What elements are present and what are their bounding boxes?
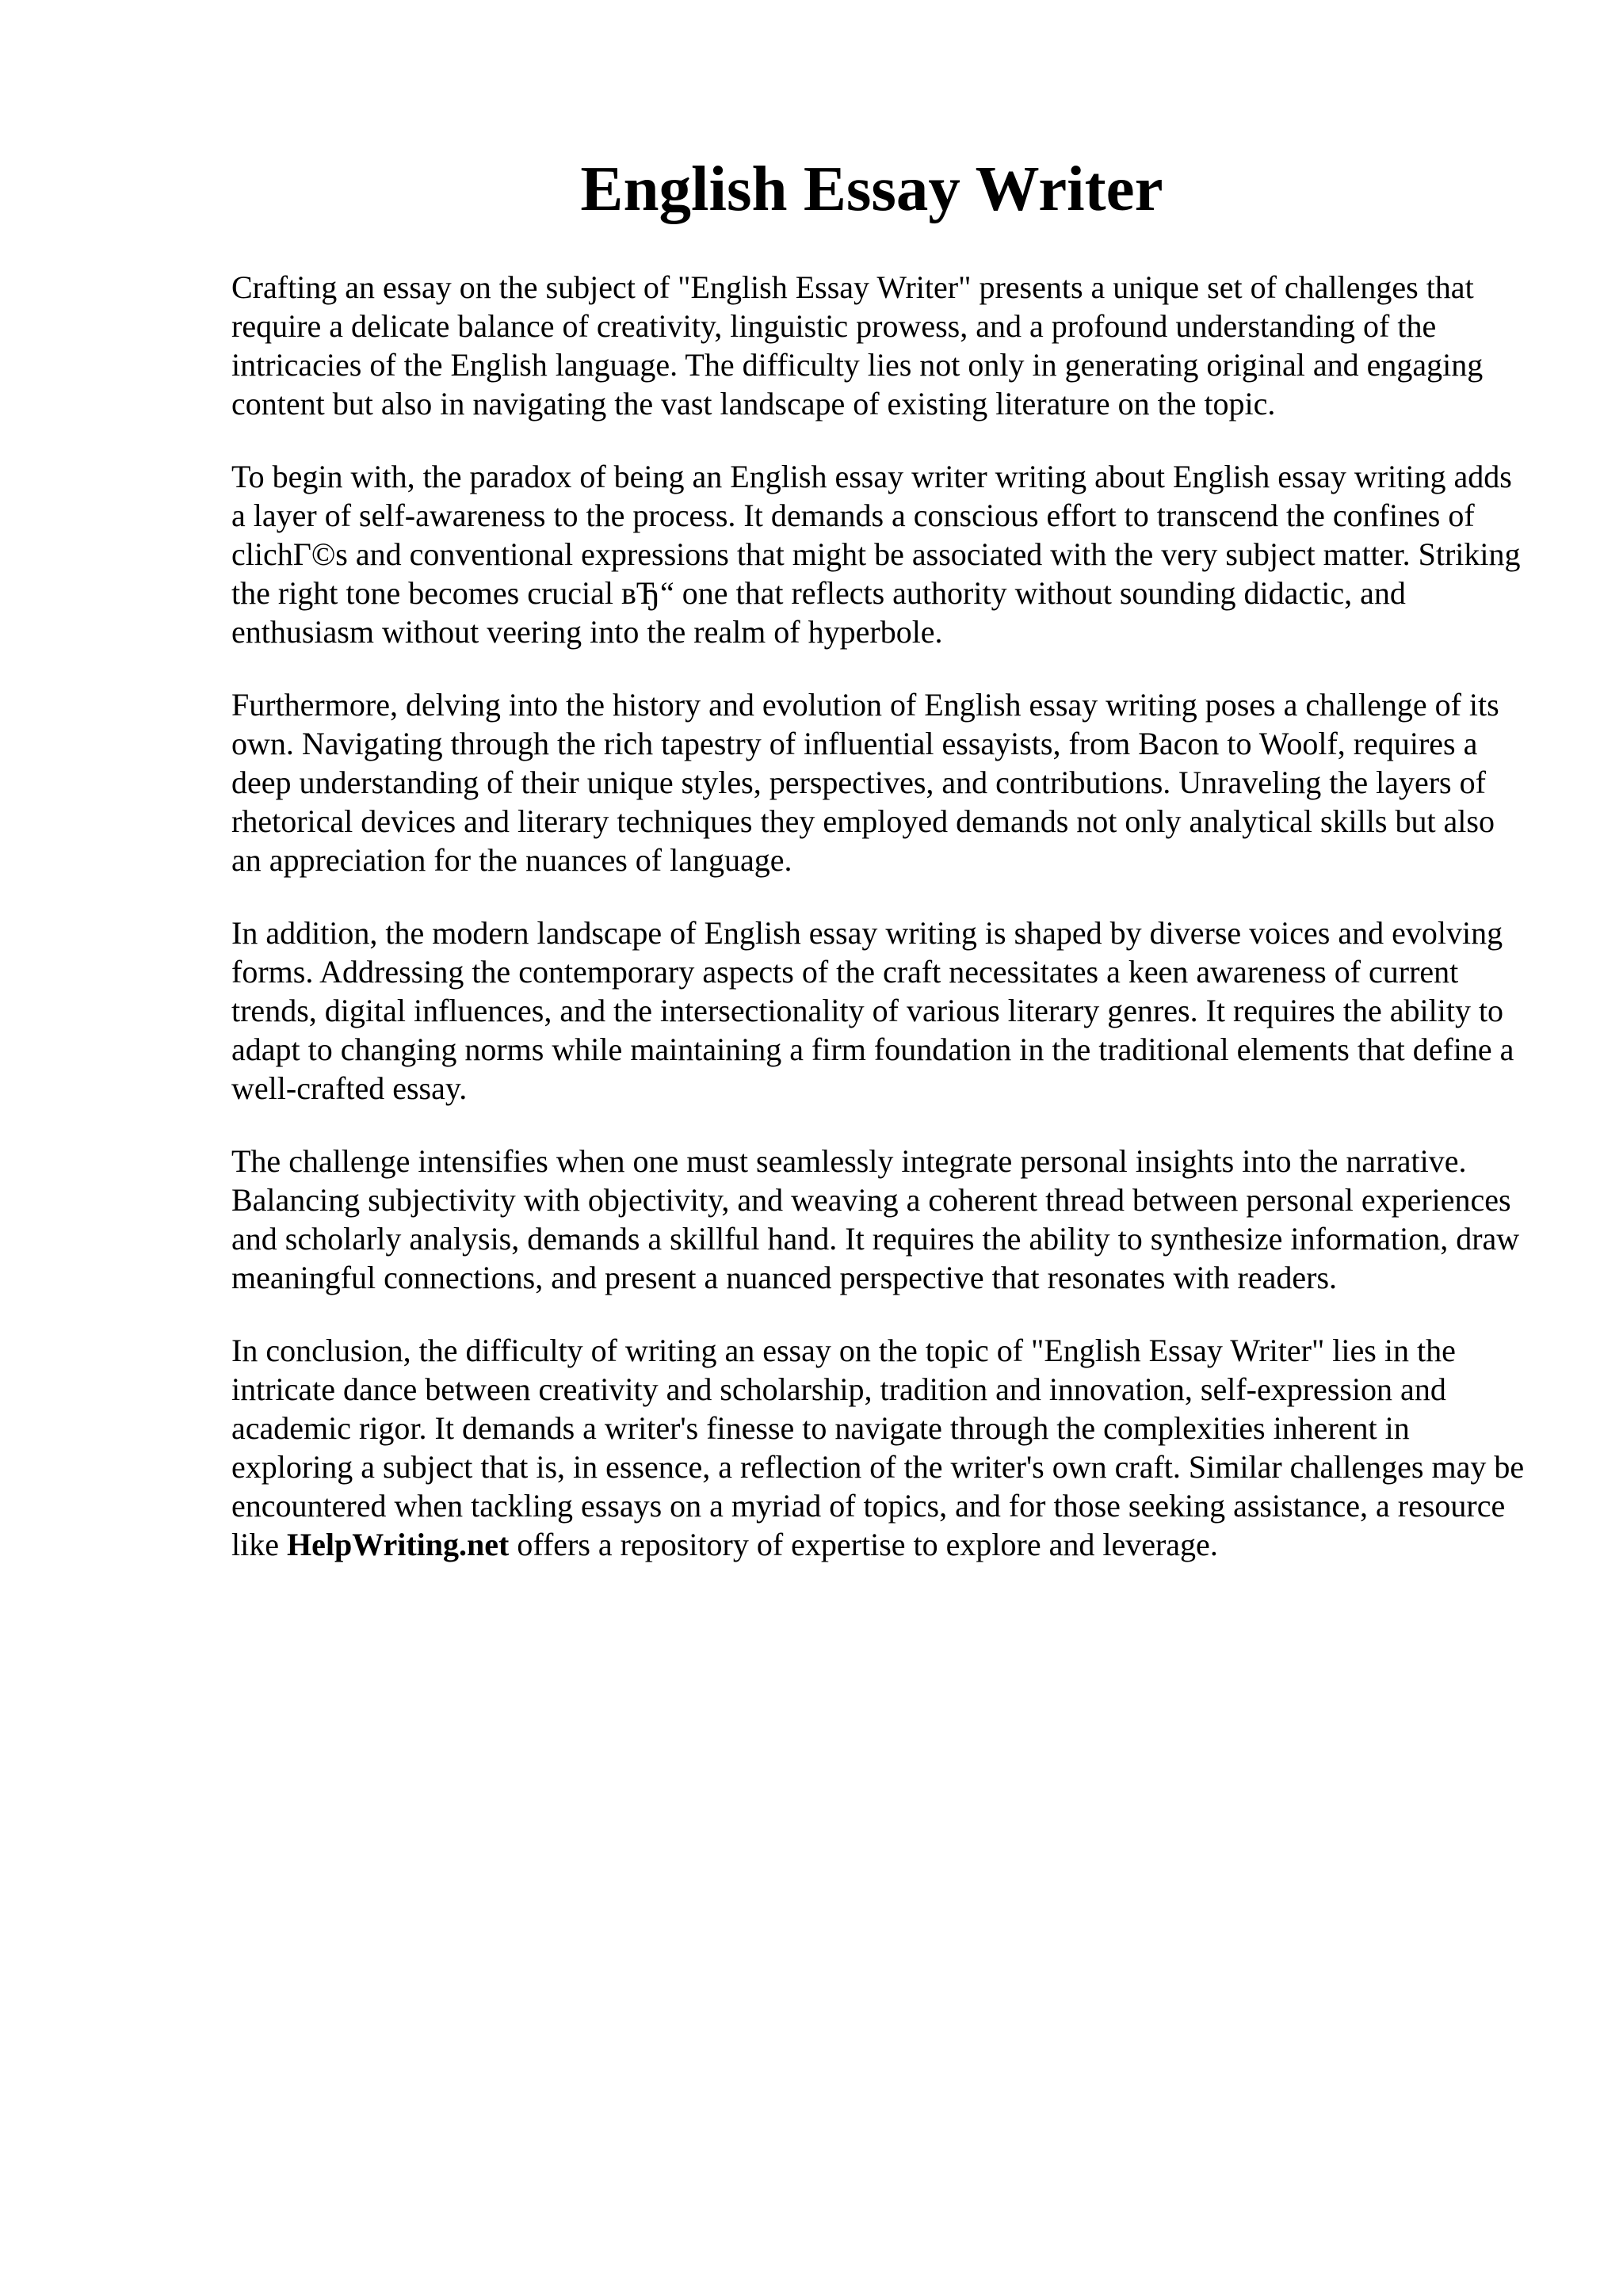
paragraph-paradox: To begin with, the paradox of being an English essay writer writing about English essay writing adds a layer of self-awareness to the process. It demands a conscious effort to transcend the confines of clichГ©s and conventional expressions that might be associated with the very subject matter. Striking the right tone becomes crucial вЂ“ one that reflects authority without sounding didactic, and enthusiasm without veering into the realm of hyperbole. (231, 459, 1521, 650)
conclusion-text-after-link: offers a repository of expertise to explore and leverage. (509, 1527, 1218, 1562)
paragraph-modern-landscape: In addition, the modern landscape of English essay writing is shaped by diverse voices and evolving forms. Addressing the contemporary aspects of the craft necessitates a keen awareness of current trends, digital influences, and the intersectionality of various literary genres. It requires the ability to adapt to changing norms while maintaining a firm foundation in the traditional elements that define a well-crafted essay. (231, 915, 1514, 1106)
document-title: English Essay Writer (580, 153, 1163, 224)
helpwriting-link[interactable]: HelpWriting.net (286, 1527, 510, 1562)
paragraph-intro: Crafting an essay on the subject of "English Essay Writer" presents a unique set of challenges that require a delicate balance of creativity, linguistic prowess, and a profound understanding of the intricacies of the English language. The difficulty lies not only in generating original and engaging content but also in navigating the vast landscape of existing literature on the topic. (231, 269, 1484, 421)
paragraph-conclusion (231, 1331, 1531, 1564)
paragraph-history: Furthermore, delving into the history and evolution of English essay writing poses a challenge of its own. Navigating through the rich tapestry of influential essayists, from Bacon to Woolf, requires a deep understanding of their unique styles, perspectives, and contributions. Unraveling the layers of rhetorical devices and literary techniques they employed demands not only analytical skills but also an appreciation for the nuances of language. (231, 687, 1499, 878)
document-body (231, 268, 1531, 1598)
paragraph-personal-insights: The challenge intensifies when one must seamlessly integrate personal insights into the narrative. Balancing subjectivity with objectivity, and weaving a coherent thread between personal experiences and scholarly analysis, demands a skillful hand. It requires the ability to synthesize information, draw meaningful connections, and present a nuanced perspective that resonates with readers. (231, 1143, 1520, 1295)
conclusion-text-before-link: In conclusion, the difficulty of writing an essay on the topic of "English Essay Writer" lies in the intricate dance between creativity and scholarship, tradition and innovation, self-expression and academic rigor. It demands a writer's finesse to navigate through the complexities inherent in exploring a subject that is, in essence, a reflection of the writer's own craft. Similar challenges may be encountered when tackling essays on a myriad of topics, and for those seeking assistance, a resource like (231, 1333, 1525, 1562)
